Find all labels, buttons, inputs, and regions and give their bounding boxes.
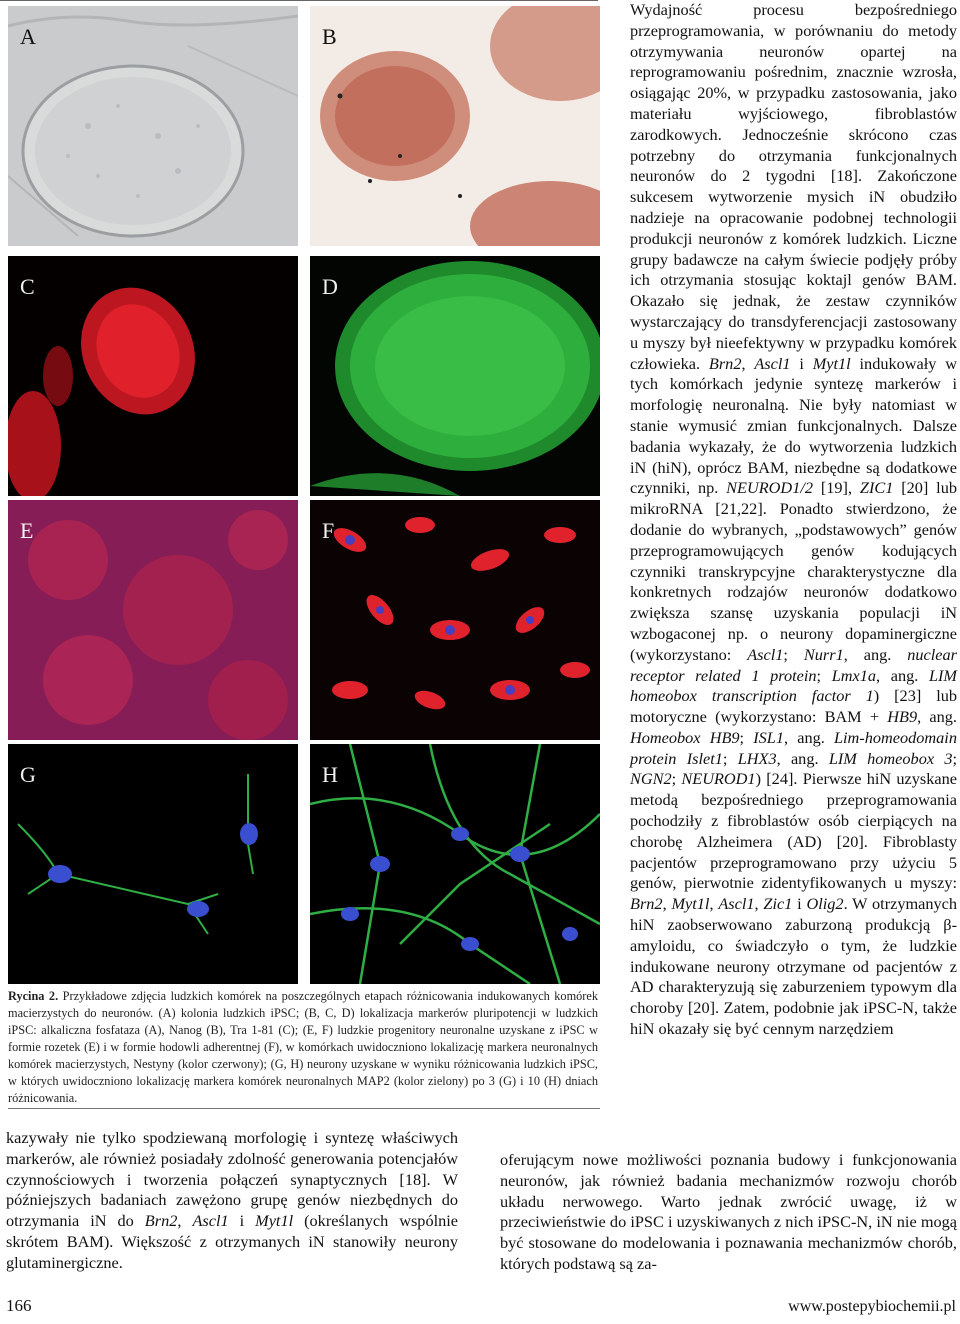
- right-column-paragraph: Wydajność procesu bezpośredniego przeprogramowania, w porównaniu do metody otrzymywania neuronów opartej na reprogramowaniu pośrednim, znacznie wzrosła, osiągając 20%, w przypadku zastosowania, jako materiału wyjściowego, fibroblastów zarodkowych. Jednocześnie skrócono czas potrzebny do otrzymania funkcjonalnych neuronów do 2 tygodni [18]. Zakończone sukcesem wytworzenie mysich iN obudziło nadzieje na opracowanie podobnej technologii produkcji neuronów z komórek ludzkich. Liczne grupy badawcze na całym świecie podjęły próby ich otrzymania stosując koktajl genów BAM. Okazało się jednak, że zestaw czynników wystarczający do transdyferencjacji zastosowany u myszy był nieefektywny w przypadku komórek człowieka. Brn2, Ascl1 i Myt1l indukowały w tych komórkach jedynie syntezę markerów i morfologię neuronalną. Nie były natomiast w stanie wymusić zmian funkcjonalnych. Dalsze badania wykazały, że do wytworzenia ludzkich iN (hiN), oprócz BAM, niezbędne są dodatkowe czynniki, np. NEUROD1/2 [19], ZIC1 [20] lub mikroRNA [21,22]. Ponadto stwierdzono, że dodanie do wybranych, „podstawowych” genów przeprogramowujących genów kodujących czynniki transkrypcyjne charakterystyczne dla konkretnych rodzajów neuronów dodatkowo zwiększa szansę uzyskania populacji iN wzbogaconej np. o neurony dopaminergiczne (wykorzystano: Ascl1; Nurr1, ang. nuclear receptor related 1 protein; Lmx1a, ang. LIM homeobox transcription factor 1) [23] lub motoryczne (wykorzystano: BAM + HB9, ang. Homeobox HB9; ISL1, ang. Lim-homeodomain protein Islet1; LHX3, ang. LIM homeobox 3; NGN2; NEUROD1) [24]. Pierwsze hiN uzyskane metodą bezpośredniego przeprogramowania pochodziły z fibroblastów osób cierpiących na chorobę Alzheimera (AD) [20]. Fibroblasty pacjentów przeprogramowano przy użyciu 5 genów, pierwotnie zidentyfikowanych u myszy: Brn2, Myt1l, Ascl1, Zic1 i Olig2. W otrzymanych hiN zaobserwowano zaburzoną produkcją β-amyloidu, co świadczyło o tym, że ludzkie indukowane neurony otrzymane od pacjentów z AD charakteryzują się zaburzeniem typowym dla choroby [20]. Zatem, podobnie jak iPSC-N, także hiN okazały się być cennym narzędziem: [630, 0, 958, 1039]
- panel-label-f: F: [322, 518, 335, 543]
- panel-e-rosettes: [8, 500, 298, 740]
- panel-a-ipsc-colony: [8, 6, 298, 246]
- caption-rule: [8, 1108, 600, 1109]
- figure-caption: [8, 988, 598, 1107]
- panel-g-image: [8, 744, 298, 984]
- journal-url: www.postepybiochemii.pl: [788, 1298, 956, 1315]
- top-rule: [0, 0, 598, 1]
- right-column-text: [630, 0, 957, 1040]
- panel-h-neurons-day10: [310, 744, 600, 984]
- caption-text: Przykładowe zdjęcia ludzkich komórek na poszczególnych etapach różnicowania indukowanych komórek macierzystych do neuronów. (A) kolonia ludzkich iPSC; (B, C, D) lokalizacja markerów pluripotencji w ludzkich iPSC: alkaliczna fosfataza (A), Nanog (B), Tra 1-81 (C); (E, F) ludzkie progenitory neuronalne uzyskane z iPSC w formie rozetek (E) i w formie hodowli adherentnej (F), w komórkach uwidoczniono lokalizację markera neuronalnych komórek macierzystych, Nestyny (kolor czerwony); (G, H) neurony uzyskane w wyniku różnicowania ludzkich iPSC, w których uwidoczniono lokalizację markera komórek neuronalnych MAP2 (kolor zielony) po 3 (G) i 10 (H) dniach różnicowania.: [8, 989, 598, 1105]
- bottom-right-paragraph: oferującym nowe możliwości poznania budowy i funkcjonowania neuronów, jak również badania mechanizmów rozwoju chorób układu nerwowego. Warto jednak zwrócić uwagę, iż w przeciwieństwie do iPSC i uzyskiwanych z nich iPSC-N, iN nie mogą być stosowane do modelowania i poznawania mechanizmów chorób, których podstawą są za-: [500, 1150, 957, 1273]
- bottom-right-text: [500, 1150, 957, 1275]
- panel-label-c: C: [20, 274, 35, 299]
- panel-label-h: H: [322, 762, 338, 787]
- page-number: 166: [6, 1296, 32, 1315]
- panel-c-image: [8, 256, 298, 496]
- panel-label-g: G: [20, 762, 36, 787]
- panel-label-e: E: [20, 518, 34, 543]
- panel-b-alkaline-phosphatase: [310, 6, 600, 246]
- panel-d-tra-1-81: [310, 256, 600, 496]
- panel-label-d: D: [322, 274, 338, 299]
- panel-label-a: A: [20, 24, 36, 49]
- bottom-left-text: [6, 1128, 458, 1274]
- figure-grid: [8, 6, 600, 980]
- bottom-left-paragraph: kazywały nie tylko spodziewaną morfologię i syntezę właściwych markerów, ale również posiadały zdolność generowania potencjałów czynnościowych i tworzenia połączeń synaptycznych [18]. W późniejszych badaniach zawężono grupę genów niezbędnych do otrzymania iN do Brn2, Ascl1 i Myt1l (określanych wspólnie skrótem BAM). Większość z otrzymanych iN stanowiły neurony glutaminergiczne.: [6, 1128, 458, 1272]
- caption-title: Rycina 2.: [8, 989, 59, 1003]
- panel-a-image: [8, 6, 298, 246]
- panel-h-image: [310, 744, 600, 984]
- panel-f-adherent-culture: [310, 500, 600, 740]
- panel-e-image: [8, 500, 298, 740]
- panel-c-nanog: [8, 256, 298, 496]
- panel-b-image: [310, 6, 600, 246]
- panel-g-neurons-day3: [8, 744, 298, 984]
- panel-d-image: [310, 256, 600, 496]
- panel-label-b: B: [322, 24, 337, 49]
- panel-f-image: [310, 500, 600, 740]
